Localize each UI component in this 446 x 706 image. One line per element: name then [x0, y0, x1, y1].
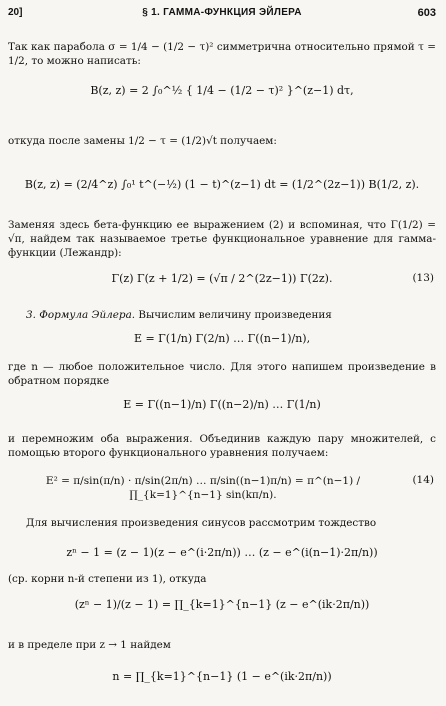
equation-product-e: E = Γ(1/n) Γ(2/n) … Γ((n−1)/n),	[133, 332, 311, 345]
equation-13-number: (13)	[412, 272, 434, 284]
paragraph-multiply: и перемножим оба выражения. Объединив каждую пару множителей, с помощью второго функционального уравнения получаем:	[8, 433, 436, 459]
paragraph-legendre: Заменяя здесь бета-функцию ее выражением (2) и вспоминая, что Γ(1/2) = √π, найдем так называемое третье функциональное уравнение для гамма-функции (Лежандр):	[8, 219, 436, 259]
section-heading-text: Вычислим величину произведения	[138, 309, 332, 321]
equation-14-number: (14)	[412, 474, 434, 486]
page-header	[8, 7, 436, 21]
paragraph-limit: и в пределе при z → 1 найдем	[8, 639, 171, 651]
running-title: § 1. ГАММА-ФУНКЦИЯ ЭЙЛЕРА	[142, 7, 302, 18]
paragraph-reverse-order: где n — любое положительное число. Для этого напишем произведение в обратном порядке	[8, 361, 436, 387]
equation-legendre	[8, 272, 436, 286]
paragraph-parabola: Так как парабола σ = 1/4 − (1/2 − τ)² симметрична относительно прямой τ = 1/2, то можно написать:	[8, 41, 436, 67]
paragraph-substitution: откуда после замены 1/2 − τ = (1/2)√t получаем:	[8, 135, 277, 147]
equation-e-squared: E² = π/sin(π/n) · π/sin(2π/n) … π/sin((n−1)π/n) = π^(n−1) / ∏_{k=1}^{n−1} sin(kπ/n).	[45, 475, 361, 501]
equation-beta-integral: B(z, z) = 2 ∫₀^½ { 1/4 − (1/2 − τ)² }^(z−1) dτ,	[90, 84, 354, 97]
paragraph-euler-formula	[8, 308, 436, 322]
equation-quotient-product: (zⁿ − 1)/(z − 1) = ∏_{k=1}^{n−1} (z − e^(ik·2π/n))	[74, 598, 370, 611]
paragraph-roots-of-unity: (ср. корни n-й степени из 1), откуда	[8, 573, 207, 585]
equation-product-reversed: E = Γ((n−1)/n) Γ((n−2)/n) … Γ(1/n)	[123, 398, 321, 411]
header-section-mark: 20]	[8, 7, 23, 18]
equation-13-body: Γ(z) Γ(z + 1/2) = (√π / 2^(2z−1)) Γ(2z).	[111, 272, 333, 285]
equation-roots-identity: zⁿ − 1 = (z − 1)(z − e^(i·2π/n)) … (z − e^(i(n−1)·2π/n))	[66, 546, 378, 559]
paragraph-sine-product: Для вычисления произведения синусов рассмотрим тождество	[26, 517, 377, 529]
equation-beta-zz: B(z, z) = (2/4^z) ∫₀¹ t^(−½) (1 − t)^(z−1) dt = (1/2^(2z−1)) B(1/2, z).	[24, 178, 420, 191]
section-heading: 3. Формула Эйлера.	[26, 309, 136, 321]
page-number: 603	[417, 7, 436, 19]
equation-n-product: n = ∏_{k=1}^{n−1} (1 − e^(ik·2π/n))	[112, 670, 332, 683]
